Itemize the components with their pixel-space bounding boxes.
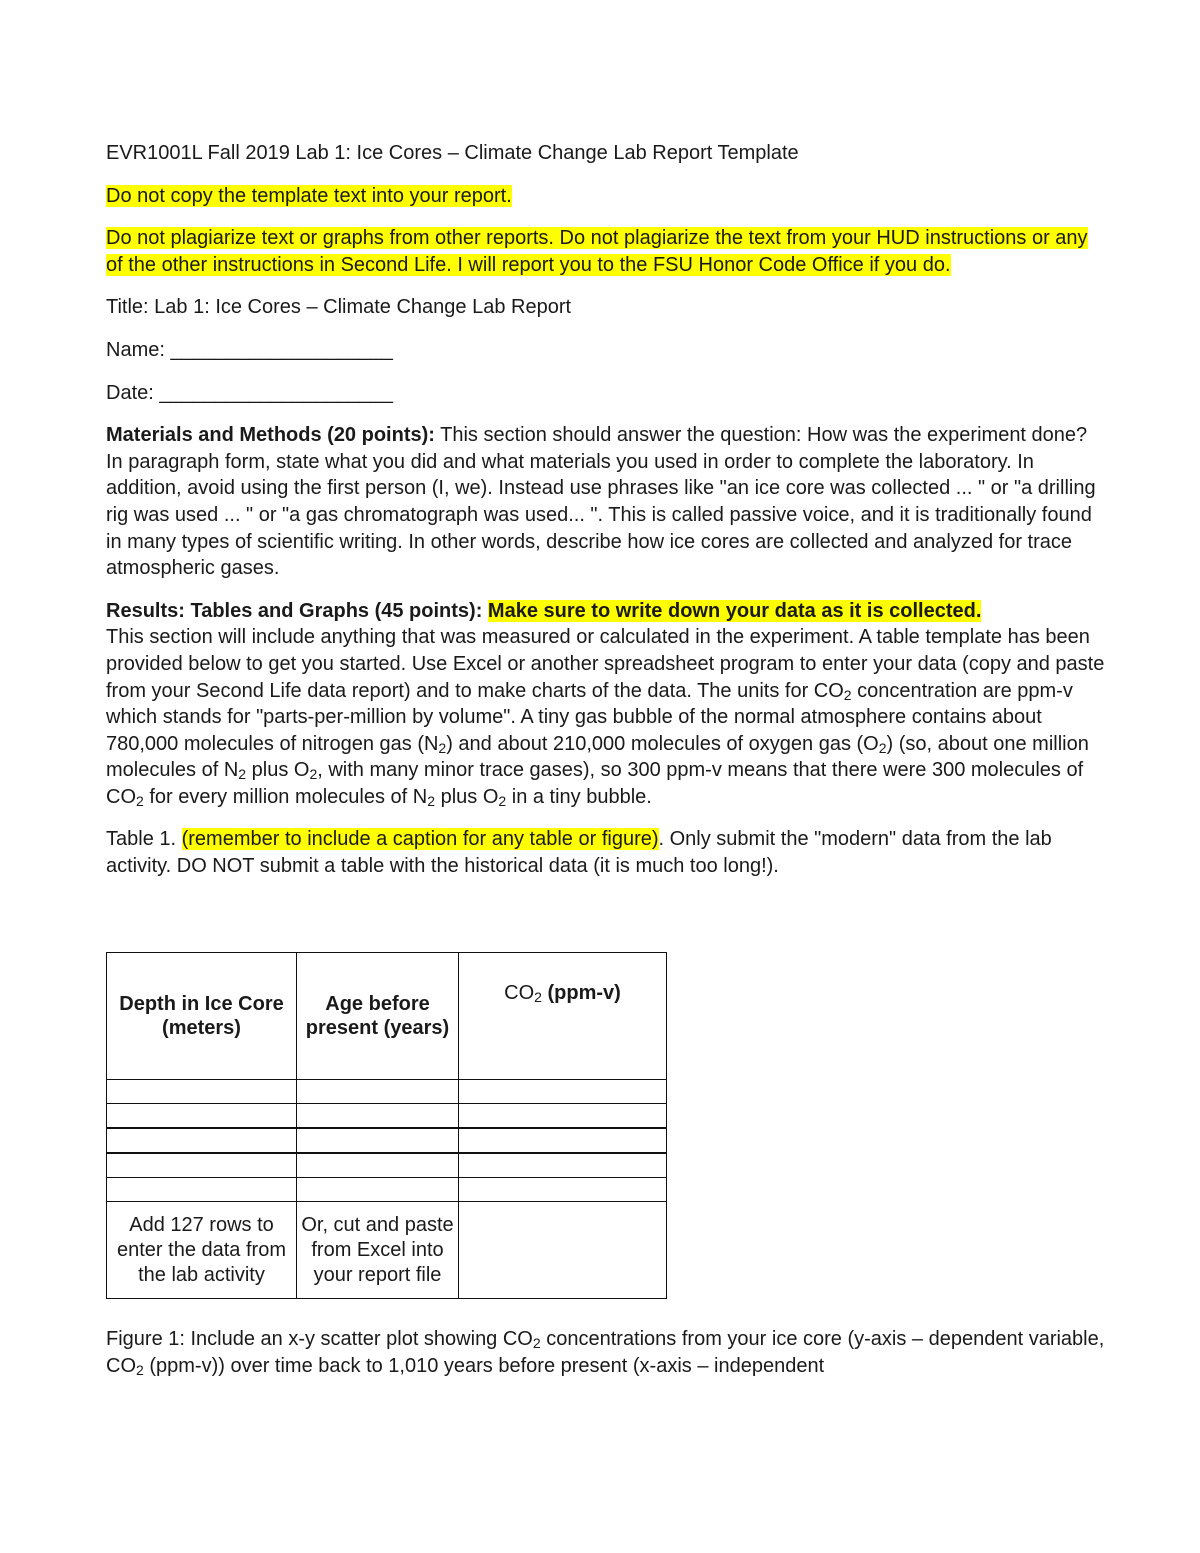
table-caption-prefix: Table 1. (106, 828, 182, 851)
header-age: Age before present (years) (297, 953, 459, 1080)
name-line: Name: ____________________ (106, 338, 393, 361)
subscript: 2 (878, 739, 887, 756)
table-row (107, 1202, 667, 1299)
warning-copy (106, 183, 1106, 210)
table-cell[interactable] (107, 1178, 297, 1202)
warning-copy-text: Do not copy the template text into your report. (106, 184, 512, 207)
table-cell[interactable]: Add 127 rows to enter the data from the lab activity (107, 1202, 297, 1299)
table-row (107, 1080, 667, 1104)
document-title: EVR1001L Fall 2019 Lab 1: Ice Cores – Climate Change Lab Report Template (106, 142, 799, 164)
table-cell[interactable] (297, 1128, 459, 1153)
figure-text: Figure 1: Include an x-y scatter plot showing CO (106, 1328, 533, 1350)
figure-text: concentrations from your ice core (y-axis – dependent variable, CO (106, 1328, 1105, 1377)
table-caption (106, 826, 1106, 879)
table-cell[interactable] (459, 1153, 667, 1178)
table-row (107, 1178, 667, 1202)
subscript: 2 (309, 766, 318, 783)
subscript: 2 (498, 792, 507, 809)
table-caption-highlight: (remember to include a caption for any table or figure) (181, 828, 659, 851)
results-paragraph (106, 624, 1106, 810)
table-row (107, 1128, 667, 1153)
results-text: This section will include anything that was measured or calculated in the experiment. A table template has been provided below to get you started. Use Excel or another spreadsheet program to enter your data (copy and paste from your Second Life data report) and to make charts of the data. The units for CO (106, 626, 1105, 702)
table-cell[interactable] (107, 1128, 297, 1153)
table-cell[interactable] (459, 1178, 667, 1202)
methods-heading: Materials and Methods (20 points): (106, 424, 435, 447)
table-cell[interactable] (107, 1080, 297, 1104)
results-heading: Results: Tables and Graphs (45 points): (106, 599, 483, 622)
subscript: 2 (136, 792, 144, 809)
table-cell[interactable] (297, 1104, 459, 1129)
results-text: in a tiny bubble. (506, 785, 652, 808)
subscript: 2 (427, 792, 436, 809)
subscript: 2 (532, 1335, 541, 1351)
date-line: Date: _____________________ (106, 381, 393, 404)
table-cell[interactable] (459, 1128, 667, 1153)
warning-plagiarize (106, 225, 1106, 278)
figure-instructions (106, 1326, 1106, 1379)
header-depth: Depth in Ice Core (meters) (107, 953, 297, 1080)
results-text: for every million molecules of N (143, 785, 428, 808)
header-co2-unit: (ppm-v) (541, 982, 621, 1004)
results-text: plus O (246, 759, 310, 782)
methods-paragraph (106, 422, 1106, 582)
header-co2-formula: CO (504, 982, 535, 1004)
table-cell[interactable] (107, 1104, 297, 1129)
subscript: 2 (238, 766, 247, 783)
results-highlight: Make sure to write down your data as it is collected. (487, 599, 982, 622)
results-text: concentration are ppm-v which stands for "parts-per-million by volume". A tiny gas bubble of the normal atmosphere contains about 780,000 molecules of nitrogen gas (N (106, 679, 1073, 755)
figure-paragraph (106, 1326, 1106, 1379)
table-cell[interactable]: Or, cut and paste from Excel into your report file (297, 1202, 459, 1299)
subscript: 2 (534, 989, 542, 1005)
table-row (107, 1104, 667, 1129)
data-table (106, 952, 667, 1299)
table-caption-rest: . Only submit the "modern" data from the lab activity. DO NOT submit a table with the historical data (it is much too long!). (106, 828, 1052, 878)
warning-plagiarize-text: Do not plagiarize text or graphs from other reports. Do not plagiarize the text from your HUD instructions or any of the other instructions in Second Life. I will report you to the FSU Honor Code Office if you do. (106, 227, 1088, 276)
results-text: plus O (435, 785, 499, 808)
header-co2 (459, 953, 667, 1080)
subscript: 2 (438, 739, 447, 756)
subscript: 2 (136, 1361, 144, 1378)
table-cell[interactable] (297, 1080, 459, 1104)
table-cell[interactable] (459, 1202, 667, 1299)
subscript: 2 (843, 686, 852, 703)
document-body (106, 140, 1106, 880)
table-cell[interactable] (107, 1153, 297, 1178)
table-header-row (107, 953, 667, 1080)
table-cell[interactable] (297, 1178, 459, 1202)
figure-text: (ppm-v)) over time back to 1,010 years before present (x-axis – independent (143, 1354, 825, 1377)
report-title: Title: Lab 1: Ice Cores – Climate Change Lab Report (106, 296, 572, 319)
results-text: , with many minor trace gases), so 300 ppm-v means that there were 300 molecules of CO (106, 759, 1084, 808)
table-cell[interactable] (297, 1153, 459, 1178)
table-cell[interactable] (459, 1080, 667, 1104)
results-text: ) (so, about one million molecules of N (106, 732, 1089, 782)
table-cell[interactable] (459, 1104, 667, 1129)
results-heading-line (106, 598, 1106, 625)
methods-text: This section should answer the question: How was the experiment done? In paragraph form, state what you did and what materials you used in order to complete the laboratory. In addition, avoid using the first person (I, we). Instead use phrases like "an ice core was collected ... " or "a drilling rig was used ... " or "a gas chromatograph was used... ". This is called passive voice, and it is traditionally found in many types of scientific writing. In other words, describe how ice cores are collected and analyzed for trace atmospheric gases. (106, 424, 1096, 580)
table-row (107, 1153, 667, 1178)
results-text: ) and about 210,000 molecules of oxygen gas (O (446, 732, 879, 755)
